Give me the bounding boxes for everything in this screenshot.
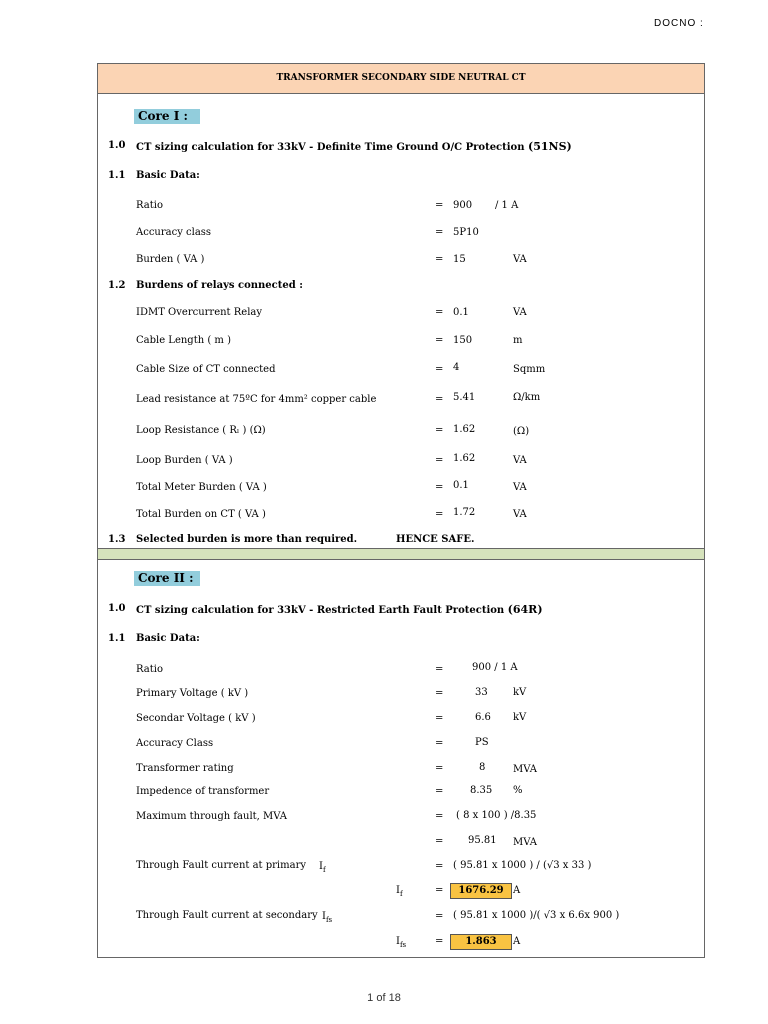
row-value: 5P10	[453, 227, 479, 238]
core2-label: Core II :	[134, 571, 200, 586]
row-value: 1.72	[453, 507, 476, 518]
core1-label: Core I :	[134, 109, 200, 124]
core1-section-number: 1.0	[108, 140, 126, 151]
row-label: IDMT Overcurrent Relay	[136, 307, 263, 318]
row-value: 5.41	[453, 392, 476, 403]
row-label: Accuracy class	[136, 227, 212, 238]
core1-section-number: 1.1	[108, 170, 126, 181]
page-number: 1 of 18	[367, 992, 401, 1004]
row-value: 1.62	[453, 424, 476, 435]
core1-conclusion: Selected burden is more than required.	[136, 534, 358, 545]
row-value: ( 8 x 100 ) /8.35	[456, 810, 537, 821]
row-unit: VA	[513, 254, 527, 265]
row-unit: %	[513, 785, 523, 796]
core2-subsection-title: Basic Data:	[136, 633, 200, 644]
core1-section-title: CT sizing calculation for 33kV - Definite Time Ground O/C Protection (51NS)	[136, 140, 572, 153]
row-unit: / 1 A	[495, 200, 519, 211]
row-eq: =	[435, 885, 444, 896]
row-eq: =	[435, 861, 444, 872]
row-eq: =	[435, 335, 444, 346]
row-value: 15	[453, 254, 466, 265]
row-label: Primary Voltage ( kV )	[136, 688, 249, 699]
fault-symbol: $I_{fs}$	[396, 936, 407, 949]
row-label: Cable Size of CT connected	[136, 364, 276, 375]
row-unit: Ω/km	[513, 392, 541, 403]
core1-subsection-title: Burdens of relays connected :	[136, 280, 303, 291]
row-label: Through Fault current at primary	[136, 860, 306, 871]
row-eq: =	[435, 836, 444, 847]
row-eq: =	[435, 786, 444, 797]
row-eq: =	[435, 425, 444, 436]
row-unit: kV	[513, 712, 527, 723]
row-eq: =	[435, 738, 444, 749]
row-eq: =	[435, 664, 444, 675]
row-unit: (Ω)	[513, 426, 530, 437]
row-label: Impedence of transformer	[136, 786, 270, 797]
row-eq: =	[435, 364, 444, 375]
calculation-sheet	[97, 63, 705, 958]
row-eq: =	[435, 936, 444, 947]
section-separator	[98, 548, 704, 560]
fault-symbol: $I_f$	[396, 885, 403, 898]
row-label: Total Meter Burden ( VA )	[136, 482, 267, 493]
row-value: 900 / 1 A	[472, 662, 518, 673]
row-unit: VA	[513, 455, 527, 466]
row-label: Secondar Voltage ( kV )	[136, 713, 256, 724]
row-eq: =	[435, 307, 444, 318]
row-value: 8.35	[470, 785, 493, 796]
row-eq: =	[435, 394, 444, 405]
row-value: 33	[475, 687, 488, 698]
row-eq: =	[435, 482, 444, 493]
row-eq: =	[435, 254, 444, 265]
row-unit: MVA	[513, 764, 538, 775]
safe-verdict: HENCE SAFE.	[396, 534, 475, 545]
row-unit: A	[513, 936, 521, 947]
row-value: 4	[453, 362, 460, 373]
core1-subsection-title: Basic Data:	[136, 170, 200, 181]
row-eq: =	[435, 200, 444, 211]
row-value: 6.6	[475, 712, 491, 723]
row-unit: MVA	[513, 837, 538, 848]
row-value: 0.1	[453, 480, 469, 491]
row-eq: =	[435, 763, 444, 774]
row-value: 150	[453, 335, 473, 346]
row-label: Loop Burden ( VA )	[136, 455, 233, 466]
row-label: Transformer rating	[136, 763, 234, 774]
row-label: Lead resistance at 75ºC for 4mm² copper cable	[136, 394, 377, 405]
row-label: Burden ( VA )	[136, 254, 205, 265]
row-label: Ratio	[136, 200, 163, 211]
fault-symbol: $I_f$	[319, 861, 326, 874]
row-label: Through Fault current at secondary	[136, 910, 318, 921]
row-value: 900	[453, 200, 473, 211]
core1-section-number: 1.2	[108, 280, 126, 291]
row-value: 95.81	[468, 835, 497, 846]
row-eq: =	[435, 455, 444, 466]
row-eq: =	[435, 509, 444, 520]
row-eq: =	[435, 811, 444, 822]
row-value: 1.62	[453, 453, 476, 464]
row-eq: =	[435, 713, 444, 724]
row-eq: =	[435, 911, 444, 922]
row-unit: m	[513, 335, 523, 346]
row-eq: =	[435, 688, 444, 699]
row-unit: Sqmm	[513, 364, 546, 375]
row-unit: A	[513, 885, 521, 896]
row-label: Loop Resistance ( Rₗ ) (Ω)	[136, 425, 266, 436]
row-unit: VA	[513, 307, 527, 318]
sheet-title: TRANSFORMER SECONDARY SIDE NEUTRAL CT	[98, 64, 704, 94]
doc-number: DOCNO :	[654, 18, 704, 29]
row-value: PS	[475, 737, 489, 748]
row-unit: VA	[513, 482, 527, 493]
row-unit: kV	[513, 687, 527, 698]
row-value: 8	[479, 762, 486, 773]
row-label: Maximum through fault, MVA	[136, 811, 288, 822]
core2-section-title: CT sizing calculation for 33kV - Restricted Earth Fault Protection (64R)	[136, 603, 543, 616]
core2-section-number: 1.0	[108, 603, 126, 614]
row-label: Accuracy Class	[136, 738, 214, 749]
fault-formula: ( 95.81 x 1000 ) / (√3 x 33 )	[453, 860, 592, 871]
row-unit: VA	[513, 509, 527, 520]
fault-formula: ( 95.81 x 1000 )/( √3 x 6.6x 900 )	[453, 910, 620, 921]
row-eq: =	[435, 227, 444, 238]
row-label: Ratio	[136, 664, 163, 675]
fault-secondary-result: 1.863	[450, 934, 512, 950]
fault-primary-result: 1676.29	[450, 883, 512, 899]
fault-symbol: $I_{fs}$	[322, 911, 333, 924]
row-value: 0.1	[453, 307, 469, 318]
row-label: Total Burden on CT ( VA )	[136, 509, 266, 520]
core1-section-number: 1.3	[108, 534, 126, 545]
core2-section-number: 1.1	[108, 633, 126, 644]
row-label: Cable Length ( m )	[136, 335, 231, 346]
